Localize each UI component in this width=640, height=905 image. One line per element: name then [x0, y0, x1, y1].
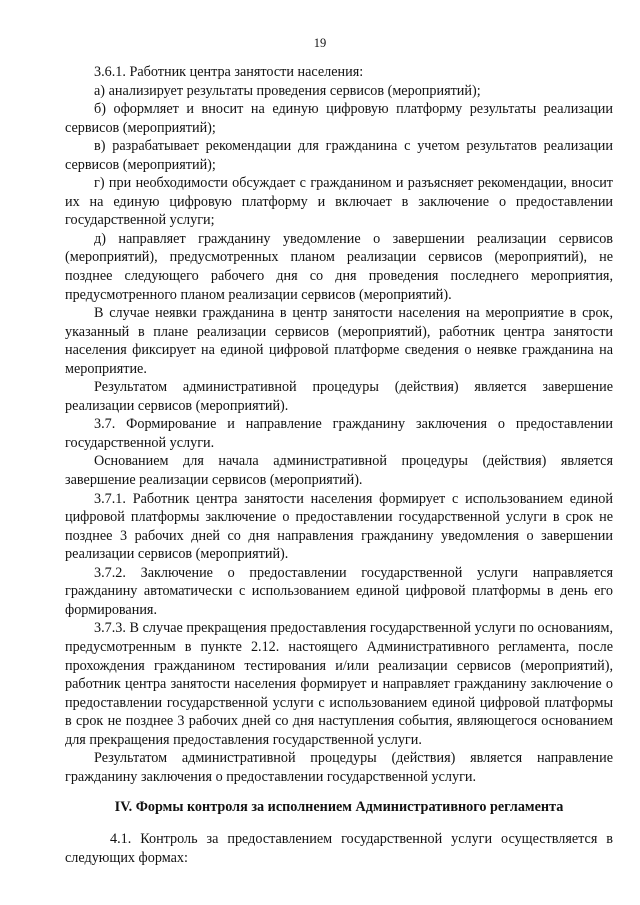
paragraph: 3.6.1. Работник центра занятости населения: [94, 64, 364, 80]
paragraph: Результатом административной процедуры (действия) является завершение реализации сервисов (мероприятий). [65, 379, 613, 414]
paragraph: 3.7.2. Заключение о предоставлении государственной услуги направляется гражданину автоматически с использованием единой цифровой платформы в день его формирования. [65, 564, 613, 618]
paragraph: 4.1. Контроль за предоставлением государственной услуги осуществляется в следующих формах: [65, 831, 613, 866]
paragraph: г) при необходимости обсуждает с гражданином и разъясняет рекомендации, вносит их на единую цифровую платформу и включает в заключение о предоставлении государственной услуги; [65, 175, 613, 229]
paragraph: в) разрабатывает рекомендации для гражданина с учетом результатов реализации сервисов (мероприятий); [65, 138, 613, 173]
paragraph: 3.7.1. Работник центра занятости населения формирует с использованием единой цифровой платформы заключение о предоставлении государственной услуги в срок не позднее 3 рабочих дней со дня направления гражданину уведомления о завершении реализации сервисов (мероприятий). [65, 490, 613, 563]
document-body [65, 63, 613, 786]
paragraph: а) анализирует результаты проведения сервисов (мероприятий); [94, 82, 481, 99]
paragraph: Результатом административной процедуры (действия) является направление гражданину заключения о предоставлении государственной услуги. [65, 750, 613, 785]
paragraph: 3.7.3. В случае прекращения предоставления государственной услуги по основаниям, предусмотренным в пункте 2.12. настоящего Административного регламента, после прохождения гражданином тестирования и/или реализации сервисов (мероприятий), работник центра занятости населения формирует и направляет гражданину заключение о предоставлении государственной услуги с использованием единой цифровой платформы в срок не позднее 3 рабочих дней со дня наступления события, являющегося основанием для прекращения предоставления государственной услуги. [65, 620, 613, 748]
paragraph: 3.7. Формирование и направление гражданину заключения о предоставлении государственной услуги. [65, 416, 613, 451]
paragraph: д) направляет гражданину уведомление о завершении реализации сервисов (мероприятий), предусмотренных планом реализации сервисов (мероприятий), не позднее следующего рабочего дня со дня проведения последнего мероприятия, предусмотренного планом реализации сервисов (мероприятий). [65, 230, 613, 303]
section-body [65, 830, 613, 868]
section-heading: IV. Формы контроля за исполнением Административного регламента [114, 799, 564, 815]
paragraph: Основанием для начала административной процедуры (действия) является завершение реализации сервисов (мероприятий). [65, 453, 613, 489]
paragraph: б) оформляет и вносит на единую цифровую платформу результаты реализации сервисов (мероприятий); [65, 101, 613, 136]
page-number: 19 [313, 36, 327, 50]
paragraph: В случае неявки гражданина в центр занятости населения на мероприятие в срок, указанный в плане реализации сервисов (мероприятий), работник центра занятости населения фиксирует на единой цифровой платформе сведения о неявке гражданина на мероприятие. [65, 305, 613, 377]
